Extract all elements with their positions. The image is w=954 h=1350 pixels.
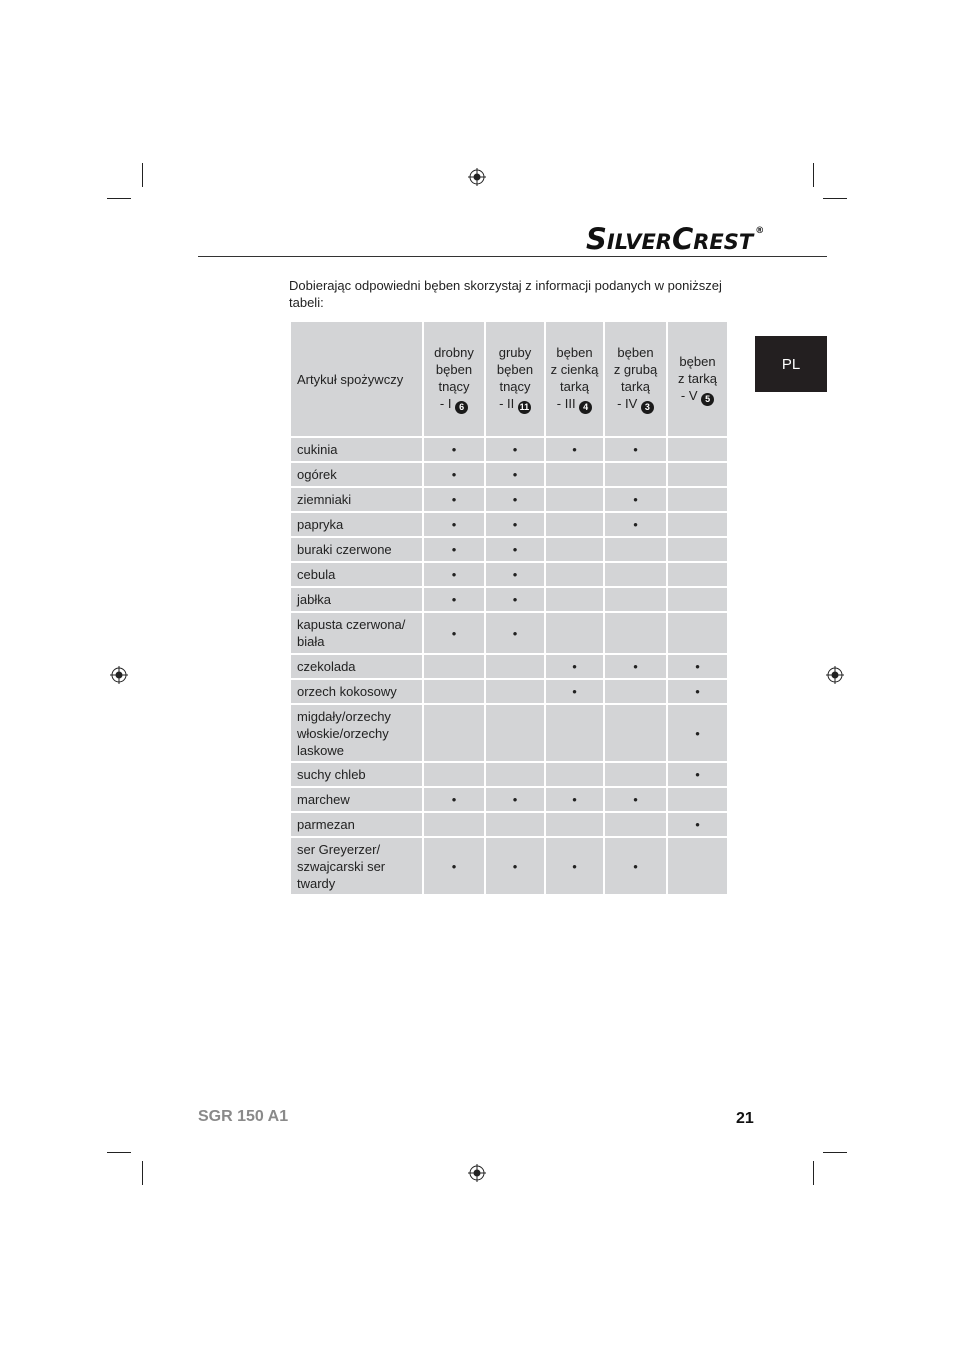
header-drum-col — [423, 321, 485, 437]
header-col-line: z grubą — [613, 362, 658, 377]
part-number-badge: 11 — [519, 402, 530, 412]
part-number-badge: 5 — [701, 393, 714, 406]
header-col-line: tarką — [560, 379, 589, 394]
suitable-bullet: • — [423, 512, 485, 537]
suitable-bullet: • — [604, 654, 667, 679]
part-number-badge: 4 — [579, 401, 592, 414]
crop-mark — [823, 198, 847, 199]
food-item-line: biała — [297, 634, 325, 649]
crop-mark — [142, 163, 143, 187]
header-col-line: bęben — [556, 345, 593, 360]
empty-cell — [604, 704, 667, 762]
food-item-line: twardy — [297, 875, 336, 891]
food-item-line: laskowe — [297, 742, 344, 758]
registration-mark-icon — [468, 1164, 486, 1182]
food-item-name — [290, 837, 423, 895]
suitable-bullet: • — [667, 812, 728, 837]
header-col-line: tnący — [438, 379, 470, 394]
empty-cell — [545, 512, 604, 537]
header-col-line: z cienką — [550, 362, 599, 377]
food-item-line: papryka — [297, 517, 344, 532]
table-row — [290, 654, 728, 679]
empty-cell — [545, 762, 604, 787]
suitable-bullet: • — [604, 787, 667, 812]
empty-cell — [604, 812, 667, 837]
suitable-bullet: • — [545, 837, 604, 895]
food-item-line: ogórek — [297, 467, 337, 482]
header-col-prefix: - IV — [617, 396, 641, 411]
registration-mark-icon — [826, 666, 844, 684]
suitable-bullet: • — [604, 487, 667, 512]
empty-cell — [604, 762, 667, 787]
suitable-bullet: • — [423, 787, 485, 812]
intro-text: Dobierając odpowiedni bęben skorzystaj z informacji podanych w poniższej tabeli: — [289, 278, 722, 310]
header-col-prefix: - V — [680, 387, 702, 403]
empty-cell — [604, 679, 667, 704]
suitable-bullet: • — [423, 587, 485, 612]
table-row — [290, 612, 728, 654]
suitable-bullet: • — [545, 679, 604, 704]
empty-cell — [423, 704, 485, 762]
empty-cell — [604, 562, 667, 587]
header-rule — [198, 256, 827, 257]
header-col-prefix: - II — [499, 396, 518, 411]
empty-cell — [545, 812, 604, 837]
empty-cell — [667, 562, 728, 587]
table-row — [290, 704, 728, 762]
food-item-line: ziemniaki — [297, 492, 352, 507]
suitable-bullet: • — [485, 437, 545, 462]
header-col-tool — [426, 395, 482, 414]
food-item-name — [290, 437, 423, 462]
empty-cell — [545, 704, 604, 762]
part-number-badge: 6 — [455, 401, 468, 414]
suitable-bullet: • — [423, 437, 485, 462]
empty-cell — [423, 762, 485, 787]
suitable-bullet: • — [545, 787, 604, 812]
food-item-line: cukinia — [297, 442, 338, 457]
suitable-bullet: • — [667, 704, 728, 762]
header-col-line: bęben — [617, 345, 654, 360]
table-row — [290, 437, 728, 462]
empty-cell — [545, 587, 604, 612]
part-number-badge: 3 — [641, 401, 654, 414]
header-drum-col — [485, 321, 545, 437]
food-item-name — [290, 812, 423, 837]
food-item-line: orzech kokosowy — [297, 684, 397, 699]
suitable-bullet: • — [604, 512, 667, 537]
food-drum-table — [289, 320, 729, 896]
page-number: 21 — [736, 1110, 754, 1127]
header-col-prefix: - III — [556, 396, 580, 411]
empty-cell — [604, 462, 667, 487]
crop-mark — [107, 198, 131, 199]
registration-mark-icon — [110, 666, 128, 684]
suitable-bullet: • — [604, 437, 667, 462]
suitable-bullet: • — [485, 562, 545, 587]
crop-mark — [142, 1161, 143, 1185]
food-item-name — [290, 612, 423, 654]
food-item-line: migdały/orzechy — [297, 708, 391, 724]
table-row — [290, 537, 728, 562]
empty-cell — [545, 562, 604, 587]
empty-cell — [667, 462, 728, 487]
header-drum-col — [604, 321, 667, 437]
header-col-line: bęben — [435, 362, 473, 377]
food-item-line: włoskie/orzechy — [297, 725, 389, 741]
suitable-bullet: • — [485, 587, 545, 612]
table-row — [290, 762, 728, 787]
empty-cell — [485, 762, 545, 787]
food-item-name — [290, 487, 423, 512]
food-item-line: marchew — [297, 792, 350, 807]
language-tab: PL — [755, 336, 827, 392]
header-col-line: bęben — [496, 362, 534, 377]
food-item-name — [290, 562, 423, 587]
header-col-tool — [670, 387, 725, 406]
suitable-bullet: • — [423, 837, 485, 895]
table-row — [290, 487, 728, 512]
suitable-bullet: • — [667, 762, 728, 787]
header-col-line: z tarką — [677, 370, 717, 386]
empty-cell — [604, 587, 667, 612]
empty-cell — [545, 537, 604, 562]
suitable-bullet: • — [423, 537, 485, 562]
header-col-prefix: - I — [439, 396, 456, 411]
table-row — [290, 837, 728, 895]
empty-cell — [423, 812, 485, 837]
header-col-tool — [607, 395, 664, 414]
suitable-bullet: • — [545, 437, 604, 462]
suitable-bullet: • — [423, 562, 485, 587]
suitable-bullet: • — [485, 512, 545, 537]
empty-cell — [667, 487, 728, 512]
empty-cell — [545, 612, 604, 654]
food-item-name — [290, 537, 423, 562]
crop-mark — [107, 1152, 131, 1153]
table-row — [290, 812, 728, 837]
empty-cell — [423, 654, 485, 679]
suitable-bullet: • — [423, 487, 485, 512]
food-item-name — [290, 762, 423, 787]
empty-cell — [667, 837, 728, 895]
table-row — [290, 787, 728, 812]
header-col-line: tarką — [621, 379, 650, 394]
food-item-name — [290, 787, 423, 812]
empty-cell — [423, 679, 485, 704]
suitable-bullet: • — [485, 537, 545, 562]
food-item-line: jabłka — [297, 592, 331, 607]
suitable-bullet: • — [667, 679, 728, 704]
suitable-bullet: • — [667, 654, 728, 679]
crop-mark — [813, 1161, 814, 1185]
empty-cell — [667, 512, 728, 537]
header-col-line: gruby — [498, 345, 532, 360]
suitable-bullet: • — [423, 612, 485, 654]
header-drum-col — [667, 321, 728, 437]
empty-cell — [604, 537, 667, 562]
header-drum-col — [545, 321, 604, 437]
suitable-bullet: • — [423, 462, 485, 487]
food-item-name — [290, 512, 423, 537]
table-row — [290, 562, 728, 587]
table-row — [290, 512, 728, 537]
suitable-bullet: • — [545, 654, 604, 679]
suitable-bullet: • — [485, 787, 545, 812]
table-header-row — [290, 321, 728, 437]
food-item-name — [290, 654, 423, 679]
suitable-bullet: • — [485, 462, 545, 487]
registration-mark-icon — [468, 168, 486, 186]
food-item-line: suchy chleb — [297, 767, 366, 782]
food-item-name — [290, 587, 423, 612]
food-item-line: parmezan — [297, 817, 355, 832]
crop-mark — [813, 163, 814, 187]
food-item-line: kapusta czerwona/ — [297, 617, 406, 632]
header-col-tool — [548, 395, 601, 414]
crop-mark — [823, 1152, 847, 1153]
empty-cell — [604, 612, 667, 654]
suitable-bullet: • — [485, 612, 545, 654]
table-row — [290, 462, 728, 487]
empty-cell — [667, 587, 728, 612]
food-item-name — [290, 462, 423, 487]
food-item-line: szwajcarski ser — [297, 858, 386, 874]
food-item-line: buraki czerwone — [297, 542, 392, 557]
header-col-line: bęben — [679, 353, 716, 369]
food-item-name — [290, 679, 423, 704]
empty-cell — [485, 704, 545, 762]
empty-cell — [667, 437, 728, 462]
food-item-line: czekolada — [297, 659, 356, 674]
header-col-line: drobny — [434, 345, 474, 360]
empty-cell — [545, 487, 604, 512]
empty-cell — [485, 679, 545, 704]
suitable-bullet: • — [485, 487, 545, 512]
suitable-bullet: • — [604, 837, 667, 895]
header-food-item: Artykuł spożywczy — [290, 321, 423, 437]
empty-cell — [667, 787, 728, 812]
empty-cell — [545, 462, 604, 487]
header-col-line: tnący — [499, 379, 531, 394]
brand-logo: SILVERCREST ® — [586, 222, 765, 256]
food-item-line: cebula — [297, 567, 336, 582]
empty-cell — [485, 654, 545, 679]
header-col-tool — [488, 395, 542, 414]
food-item-name — [290, 704, 423, 762]
empty-cell — [485, 812, 545, 837]
model-number: SGR 150 A1 — [198, 1108, 289, 1125]
food-item-line: ser Greyerzer/ — [297, 841, 381, 857]
table-row — [290, 679, 728, 704]
empty-cell — [667, 612, 728, 654]
empty-cell — [667, 537, 728, 562]
table-row — [290, 587, 728, 612]
suitable-bullet: • — [485, 837, 545, 895]
